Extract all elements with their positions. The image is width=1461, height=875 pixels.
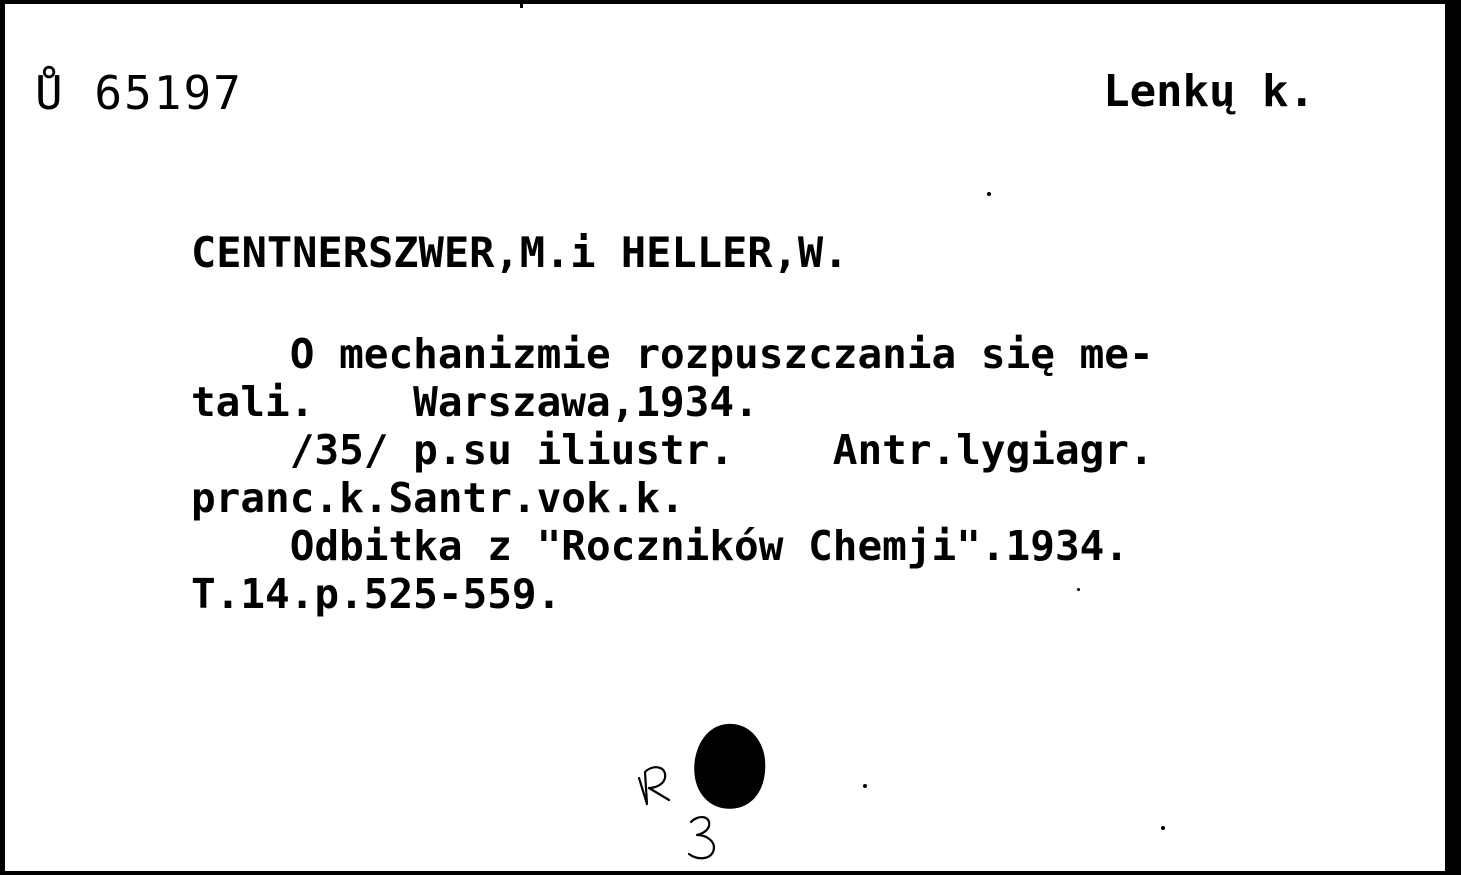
language-note: Lenkų k. <box>1103 66 1315 117</box>
author-heading: CENTNERSZWER,M.i HELLER,W. <box>191 228 849 277</box>
punch-hole-and-handwritten-mark <box>625 704 785 874</box>
ink-speck <box>1161 826 1165 830</box>
handwritten-3-icon <box>689 817 714 858</box>
handwritten-r-icon <box>639 767 669 804</box>
ink-speck <box>987 192 991 196</box>
description-line: pranc.k.Santr.vok.k. <box>191 474 685 522</box>
description-line: /35/ p.su iliustr. Antr.lygiagr. <box>191 426 1154 474</box>
description-line: T.14.p.525-559. <box>191 570 562 618</box>
description-line: tali. Warszawa,1934. <box>191 378 759 426</box>
card-edge-mark-icon <box>508 0 528 10</box>
ink-speck <box>863 784 867 788</box>
description-line: O mechanizmie rozpuszczania się me- <box>191 330 1154 378</box>
punch-hole-icon <box>694 724 765 809</box>
description-line: Odbitka z "Roczników Chemji".1934. <box>191 522 1129 570</box>
ink-speck <box>1077 588 1080 591</box>
call-number: Ů 65197 <box>35 66 243 120</box>
bibliographic-description <box>191 330 1391 618</box>
